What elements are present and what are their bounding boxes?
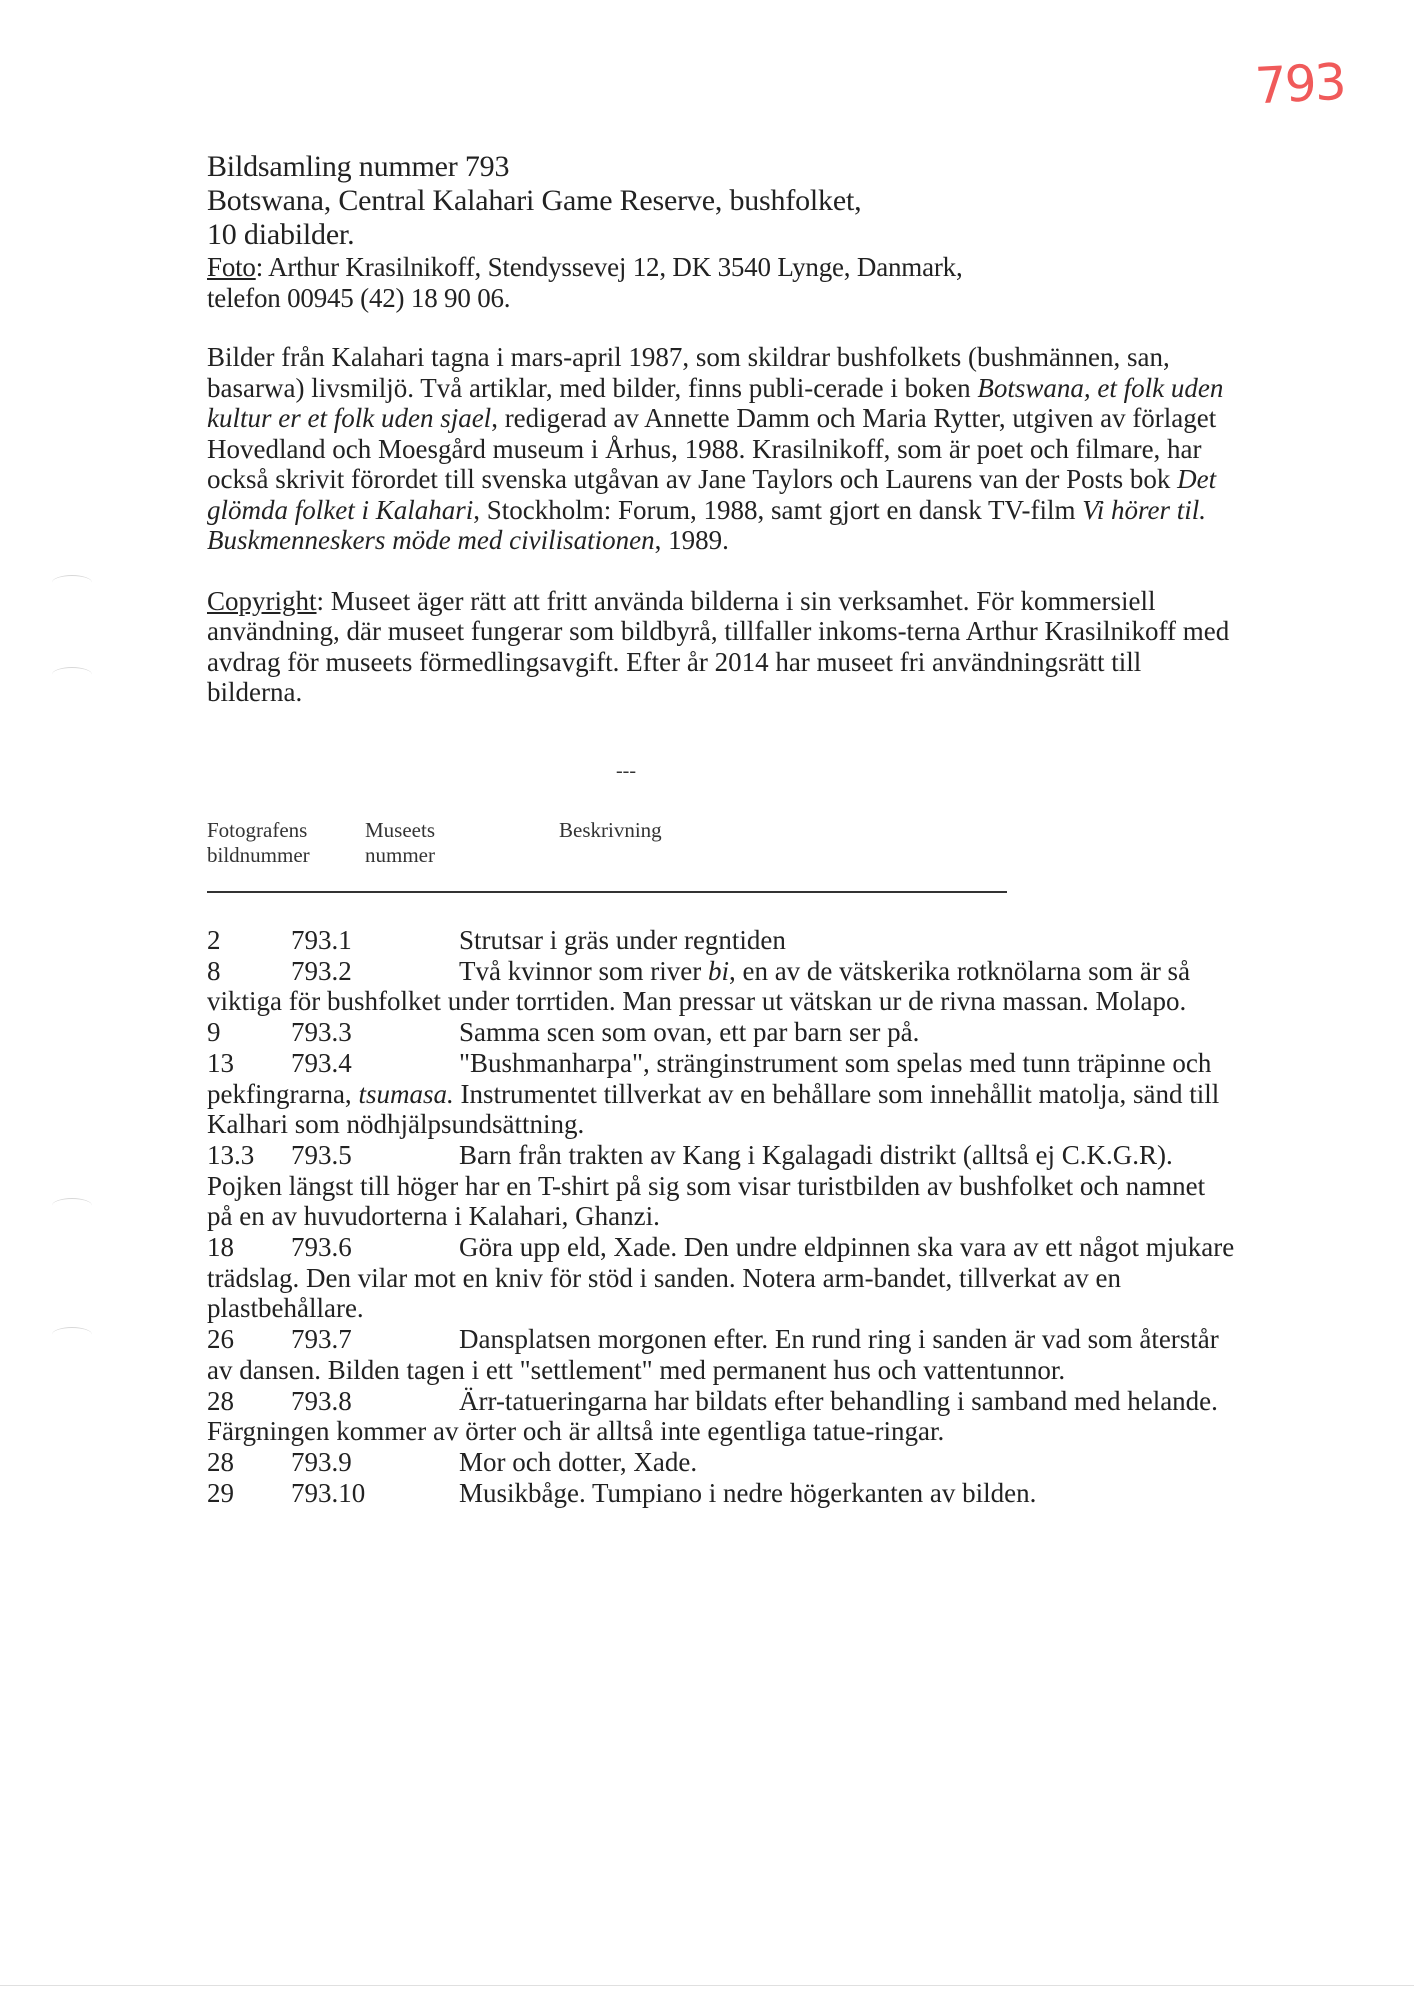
photo-number: 18 [207,1232,234,1263]
photo-number: 13.3 [207,1139,255,1170]
punch-hole-mark [52,1198,92,1213]
punch-hole-mark [52,575,92,590]
slide-count: 10 diabilder. [207,218,355,251]
header-text: nummer [365,843,435,867]
photo-number: 26 [207,1324,234,1355]
header-text: bildnummer [207,843,310,867]
document-subtitle: Botswana, Central Kalahari Game Reserve, bushfolket, [207,184,862,217]
table-row [207,1048,1237,1140]
header-text: Fotografens [207,818,308,842]
slide-list [207,925,1237,1508]
museum-number: 793.8 [291,1385,352,1416]
table-row [207,1140,1237,1232]
header-photographer-number [207,818,310,868]
description: "Bushmanharpa", stränginstrument som spelas med tunn träpinne och pekfingrarna, [207,1047,1212,1109]
document-body [207,150,1237,708]
photo-label: Foto [207,252,256,282]
description: Samma scen som ovan, ett par barn ser på. [459,1017,920,1048]
intro-text: , Stockholm: Forum, 1988, samt gjort en dansk TV-film [473,494,1083,525]
description: Strutsar i gräs under regntiden [459,925,786,955]
photographer-address: : Arthur Krasilnikoff, Stendyssevej 12, DK 3540 Lynge, Danmark, [255,252,963,282]
punch-hole-mark [52,667,92,682]
table-row [207,1447,1237,1478]
punch-hole-mark [52,1327,92,1342]
description: , en av de vätskerika rotknölarna som är så viktiga för bushfolket under torrtiden. Man pressar ut vätskan ur de rivna massan. Molapo. [207,955,1191,1017]
description: Dansplatsen morgonen efter. En rund ring i sanden är vad som återstår av dansen. Bilden tagen i ett "settlement" med permanent hus och vattentunnor. [207,1324,1219,1385]
description: Ärr-tatueringarna har bildats efter behandling i samband med helande. Färgningen kommer av örter och är alltså inte egentliga tatue-ringar. [207,1385,1218,1447]
intro-text: , redigerad av Annette Damm och Maria Rytter, utgiven av förlaget Hovedland och Moesgård museum i Århus, 1988. Krasilnikoff, som är poet och filmare, har också skrivit förordet till svenska utgåvan av Jane Taylors och Laurens van der Posts bok [207,403,1217,494]
table-row [207,925,1237,956]
page-bottom-edge [0,1985,1414,1986]
photo-number: 9 [207,1017,221,1048]
table-row [207,1386,1237,1447]
description: Mor och dotter, Xade. [459,1446,698,1477]
intro-text: , 1989. [654,525,729,555]
document-title: Bildsamling nummer 793 [207,150,510,183]
section-separator: --- [616,760,636,782]
book-title: Botswana, et folk uden kultur er et folk uden sjael [207,372,1224,433]
photo-number: 2 [207,925,221,955]
photo-number: 8 [207,955,221,986]
museum-number: 793.7 [291,1324,352,1355]
museum-number: 793.9 [291,1446,352,1477]
header-museum-number [365,818,435,868]
photographer-phone: telefon 00945 (42) 18 90 06. [207,283,511,313]
description: Barn från trakten av Kang i Kgalagadi distrikt (alltså ej C.K.G.R). Pojken längst till höger har en T-shirt på sig som visar turistbilden av bushfolket och namnet på en av huvudorterna i Kalahari, Ghanzi. [207,1139,1206,1232]
header-description: Beskrivning [559,818,662,842]
intro-text: Bilder från Kalahari tagna i mars-april 1987, som skildrar bushfolkets (bushmännen, san, basarwa) livsmiljö. Två artiklar, med bilder, finns publi-cerade i boken [207,342,1170,403]
table-divider [207,891,1007,893]
photographer-info [207,252,1237,283]
book-title: Det glömda folket i Kalahari [207,464,1217,525]
museum-number: 793.2 [291,955,352,986]
museum-number: 793.6 [291,1232,352,1263]
description-italic: tsumasa. [358,1078,454,1109]
photo-number: 13 [207,1047,234,1078]
museum-number: 793.4 [291,1047,352,1078]
description: Göra upp eld, Xade. Den undre eldpinnen ska vara av ett något mjukare trädslag. Den vilar mot en kniv för stöd i sanden. Notera arm-bandet, tillverkat av en plastbehållare. [207,1232,1235,1324]
museum-number: 793.3 [291,1017,352,1048]
description: Musikbåge. Tumpiano i nedre högerkanten av bilden. [459,1477,1037,1508]
table-row [207,1232,1237,1324]
museum-number: 793.1 [291,925,352,955]
copyright-text: : Museet äger rätt att fritt använda bilderna i sin verksamhet. För kommersiell användning, där museet fungerar som bildbyrå, tillfaller inkoms-terna Arthur Krasilnikoff med avdrag för museets förmedlingsavgift. Efter år 2014 har museet fri användningsrätt till bilderna. [207,585,1230,707]
museum-number: 793.5 [291,1139,352,1170]
description-italic: bi [707,955,729,986]
description: Instrumentet tillverkat av en behållare som innehållit matolja, sänd till Kalhari som nödhjälpsundsättning. [207,1078,1220,1140]
handwritten-collection-number: 793 [1253,52,1346,116]
intro-paragraph [207,342,1237,556]
header-text: Museets [365,818,435,842]
table-row [207,956,1237,1017]
table-row [207,1478,1237,1509]
film-title: Vi hörer til. Buskmenneskers möde med civilisationen [207,494,1206,555]
copyright-paragraph [207,586,1237,708]
table-row [207,1017,1237,1048]
description: Två kvinnor som river [459,955,708,986]
photo-number: 29 [207,1477,234,1508]
museum-number: 793.10 [291,1477,366,1508]
photo-number: 28 [207,1446,234,1477]
table-row [207,1324,1237,1385]
copyright-label: Copyright [207,585,317,616]
photo-number: 28 [207,1385,234,1416]
